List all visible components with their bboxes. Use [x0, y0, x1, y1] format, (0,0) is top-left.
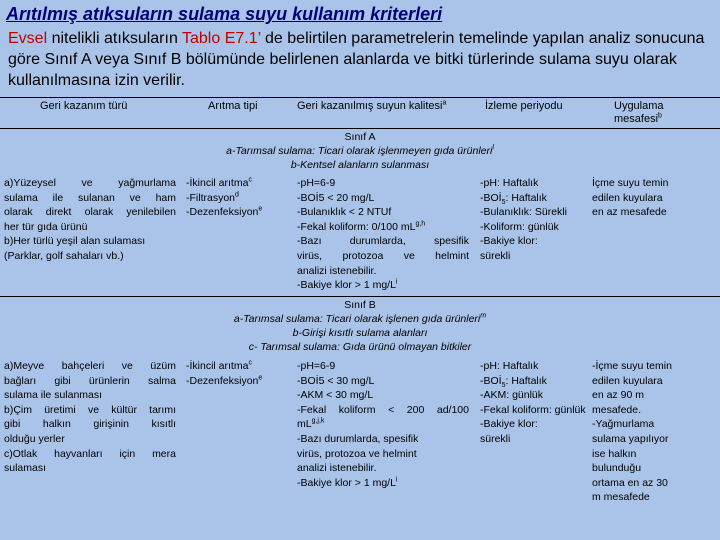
class-a-monitoring: -pH: Haftalık $-BOİ_5$: Haftalık -Bulanıklık: Sürekli -Koliform: günlük -Bakiye klor: sürekli: [480, 177, 567, 262]
class-b-quality: -pH=6-9 -BOİ5 < 30 mg/L -AKM < 30 mg/L -Fekal koliform < 200 ad/100 mL$^{g,j,k}$ -Bazı durumlarda, spesifik virüs, protozoa ve helmint analizi istenebilir. -Bakiye klor > 1 $mg/L^i$: [297, 360, 469, 489]
class-a-recovery: a)Yüzeysel ve yağmurlama sulama ile sulanan ve ham olarak direkt olarak yenilebilen her tür gıda ürünü b)Her türlü yeşil alan sulaması (Parklar, golf sahaları vb.): [4, 177, 176, 262]
class-b-sub1: a-Tarımsal sulama: Ticari olarak işlenen gıda ürünleri$^m$: [233, 312, 487, 325]
page-title: Arıtılmış atıksuların sulama suyu kullanım kriterleri: [6, 4, 443, 24]
class-a-sub2: b-Kentsel alanların sulanması: [290, 159, 430, 171]
header-distance: Uygulama mesafesi$^b$: [614, 100, 664, 125]
class-a-distance: İçme suyu temin edilen kuyulara en az mesafede: [592, 177, 669, 219]
class-b-sub3: c- Tarımsal sulama: Gıda ürünü olmayan bitkiler: [248, 341, 472, 353]
header-treatment-type: Arıtma tipi: [208, 100, 258, 112]
class-a-heading: Sınıf A: [344, 131, 376, 143]
class-b-sub2: b-Girişi kısıtlı sulama alanları: [292, 327, 428, 339]
intro-text-2: de belirtilen parametrelerin temelinde yapılan analiz sonucuna göre Sınıf A veya Sınıf B bölümünde belirlenen alanlarda ve bitki türlerinde sulama suyu olarak kullanılmasına izin verilir.: [8, 30, 705, 89]
class-b-monitoring: -pH: Haftalık $-BOİ_5$: Haftalık -AKM: günlük -Fekal koliform: günlük -Bakiye klor: sürekli: [480, 360, 586, 445]
class-a-heading-block: [0, 130, 720, 172]
class-b-heading: Sınıf B: [344, 299, 376, 311]
header-bottom-rule: [0, 128, 720, 129]
intro-table-reference: Tablo E7.1’: [182, 30, 261, 47]
class-b-heading-block: [0, 298, 720, 354]
class-b-recovery: a)Meyve bahçeleri ve üzüm bağları gibi ürünlerin salma sulama ile sulanması b)Çim üretimi ve kültür tarımı gibi halkın girişinin kısıtlı olduğu yerler c)Otlak hayvanları için mera sulaması: [4, 360, 176, 475]
class-a-sub1: a-Tarımsal sulama: Ticari olarak işlenmeyen gıda ürünleri$^l$: [226, 144, 494, 157]
class-a-bottom-rule: [0, 296, 720, 297]
class-a-treatment: -İkincil arıtma$^c$ -Filtrasyon$^d$ -Dezenfeksiyon$^e$: [186, 176, 263, 219]
class-b-distance: -İçme suyu temin edilen kuyulara en az 90 m mesafede. -Yağmurlama sulama yapılıyor ise halkın bulunduğu ortama en az 30 m mesafede: [592, 360, 672, 504]
table-top-rule: [0, 97, 720, 98]
intro-paragraph: [8, 28, 713, 91]
intro-text-1: nitelikli atıksuların: [47, 30, 182, 47]
class-a-quality: -pH=6-9 -BOİ5 < 20 mg/L -Bulanıklık < 2 NTUf -Fekal koliform: 0/100 mL$^{g,h}$ -Bazı durumlarda, spesifik virüs, protozoa ve helmint analizi istenebilir. -Bakiye klor > 1 $mg/L^i$: [297, 177, 469, 292]
header-water-quality: Geri kazanılmış suyun kalitesi$^a$: [297, 99, 447, 112]
class-b-treatment: -İkincil arıtma$^c$ -Dezenfeksiyon$^e$: [186, 359, 263, 387]
header-monitoring: İzleme periyodu: [485, 100, 563, 112]
header-recovery-type: Geri kazanım türü: [40, 100, 128, 112]
intro-keyword-domestic: Evsel: [8, 30, 48, 47]
